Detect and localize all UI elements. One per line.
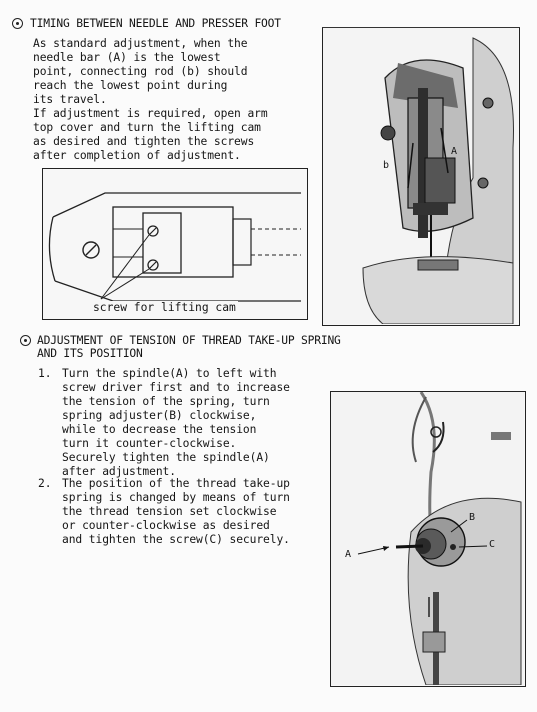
needle-bar-illustration xyxy=(323,28,518,324)
thread-tension-photo xyxy=(330,391,526,687)
list-line: and tighten the screw(C) securely. xyxy=(62,533,290,546)
section1-line: after completion of adjustment. xyxy=(33,149,241,162)
list-line: while to decrease the tension xyxy=(62,423,257,436)
section1-line: point, connecting rod (b) should xyxy=(33,65,248,78)
list-line: spring adjuster(B) clockwise, xyxy=(62,409,257,422)
list-line: Securely tighten the spindle(A) xyxy=(62,451,270,464)
lifting-cam-caption: screw for lifting cam xyxy=(93,301,236,314)
list-item-number: 2. xyxy=(38,477,52,490)
list-line: or counter-clockwise as desired xyxy=(62,519,270,532)
section2-heading-cont: AND ITS POSITION xyxy=(37,347,143,360)
list-item-text xyxy=(62,477,290,547)
section2-heading: ADJUSTMENT OF TENSION OF THREAD TAKE-UP SPRING xyxy=(37,334,341,347)
section1-bullet-icon xyxy=(12,18,23,29)
list-line: The position of the thread take-up xyxy=(62,477,290,490)
list-line: after adjustment. xyxy=(62,465,176,478)
section1-paragraph xyxy=(33,37,268,163)
section1-line: as desired and tighten the screws xyxy=(33,135,255,148)
section1-line: its travel. xyxy=(33,93,107,106)
section1-line: top cover and turn the lifting cam xyxy=(33,121,261,134)
photo2-label-a: A xyxy=(345,549,352,560)
list-line: the tension of the spring, turn xyxy=(62,395,270,408)
lifting-cam-diagram xyxy=(42,168,308,320)
list-line: turn it counter-clockwise. xyxy=(62,437,237,450)
photo2-label-b: B xyxy=(469,512,476,523)
list-line: Turn the spindle(A) to left with xyxy=(62,367,277,380)
needle-bar-photo xyxy=(322,28,520,326)
list-item-text xyxy=(62,367,290,479)
thread-tension-illustration xyxy=(331,392,524,685)
section1-line: If adjustment is required, open arm xyxy=(33,107,268,120)
section1-line: needle bar (A) is the lowest xyxy=(33,51,221,64)
section1-line: reach the lowest point during xyxy=(33,79,228,92)
photo1-label-b: b xyxy=(383,160,390,171)
list-line: spring is changed by means of turn xyxy=(62,491,290,504)
photo2-label-c: C xyxy=(489,539,496,550)
photo1-label-a: A xyxy=(451,146,458,157)
section1-heading: TIMING BETWEEN NEEDLE AND PRESSER FOOT xyxy=(30,17,281,30)
list-line: screw driver first and to increase xyxy=(62,381,290,394)
section1-line: As standard adjustment, when the xyxy=(33,37,248,50)
section2-bullet-icon xyxy=(20,335,31,346)
lifting-cam-drawing xyxy=(43,169,306,318)
list-item-number: 1. xyxy=(38,367,52,380)
list-line: the thread tension set clockwise xyxy=(62,505,277,518)
